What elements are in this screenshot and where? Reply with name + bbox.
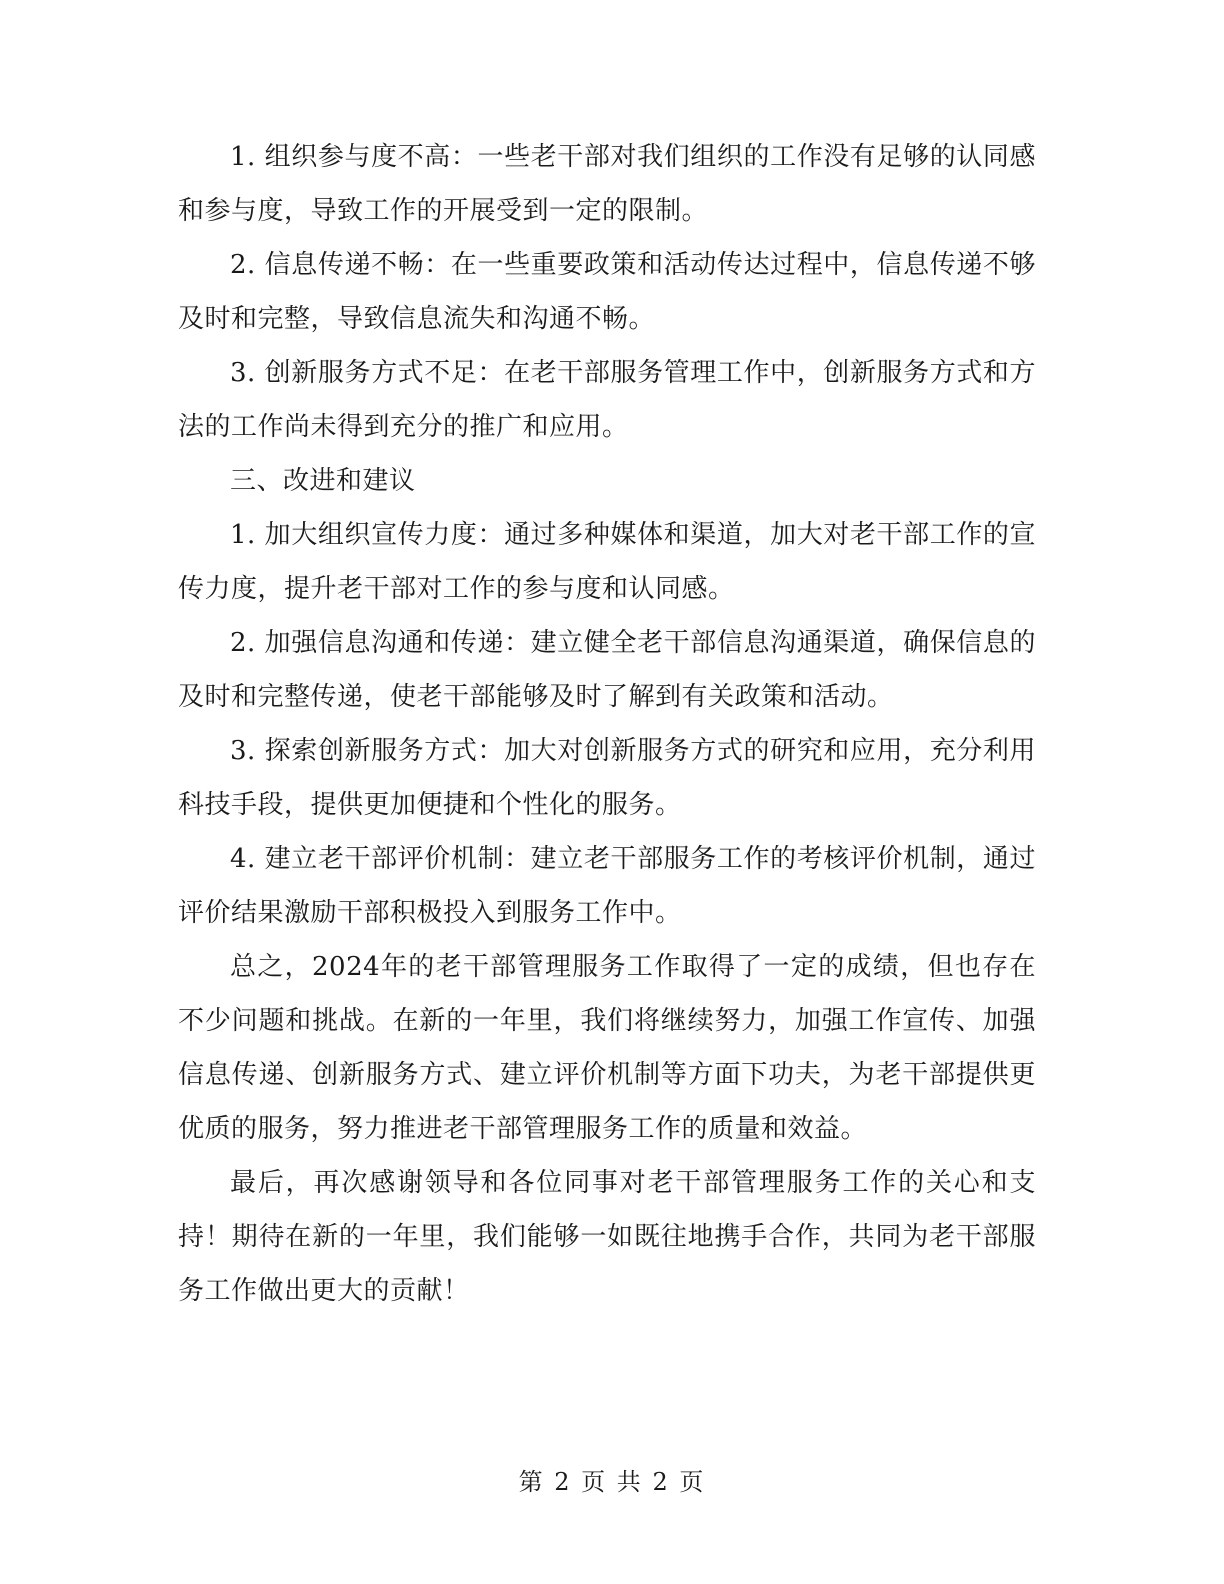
issue-item-3: 3. 创新服务方式不足：在老干部服务管理工作中，创新服务方式和方法的工作尚未得到充分的推广和应用。 [178,358,1036,442]
suggestion-item-2: 2. 加强信息沟通和传递：建立健全老干部信息沟通渠道，确保信息的及时和完整传递，使老干部能够及时了解到有关政策和活动。 [178,628,1036,712]
closing-paragraph: 最后，再次感谢领导和各位同事对老干部管理服务工作的关心和支持！期待在新的一年里，我们能够一如既往地携手合作，共同为老干部服务工作做出更大的贡献！ [178,1168,1036,1306]
suggestion-item-1: 1. 加大组织宣传力度：通过多种媒体和渠道，加大对老干部工作的宣传力度，提升老干部对工作的参与度和认同感。 [178,520,1036,604]
suggestion-item-3: 3. 探索创新服务方式：加大对创新服务方式的研究和应用，充分利用科技手段，提供更加便捷和个性化的服务。 [178,736,1036,820]
document-body [178,130,1036,1318]
page-number: 第 2 页 共 2 页 [518,1468,706,1496]
issue-item-2: 2. 信息传递不畅：在一些重要政策和活动传达过程中，信息传递不够及时和完整，导致信息流失和沟通不畅。 [178,250,1036,334]
section-heading: 三、改进和建议 [230,466,416,496]
summary-paragraph: 总之，2024年的老干部管理服务工作取得了一定的成绩，但也存在不少问题和挑战。在新的一年里，我们将继续努力，加强工作宣传、加强信息传递、创新服务方式、建立评价机制等方面下功夫，为老干部提供更优质的服务，努力推进老干部管理服务工作的质量和效益。 [178,952,1036,1144]
issue-item-1: 1. 组织参与度不高：一些老干部对我们组织的工作没有足够的认同感和参与度，导致工作的开展受到一定的限制。 [178,142,1036,226]
suggestion-item-4: 4. 建立老干部评价机制：建立老干部服务工作的考核评价机制，通过评价结果激励干部积极投入到服务工作中。 [178,844,1036,928]
